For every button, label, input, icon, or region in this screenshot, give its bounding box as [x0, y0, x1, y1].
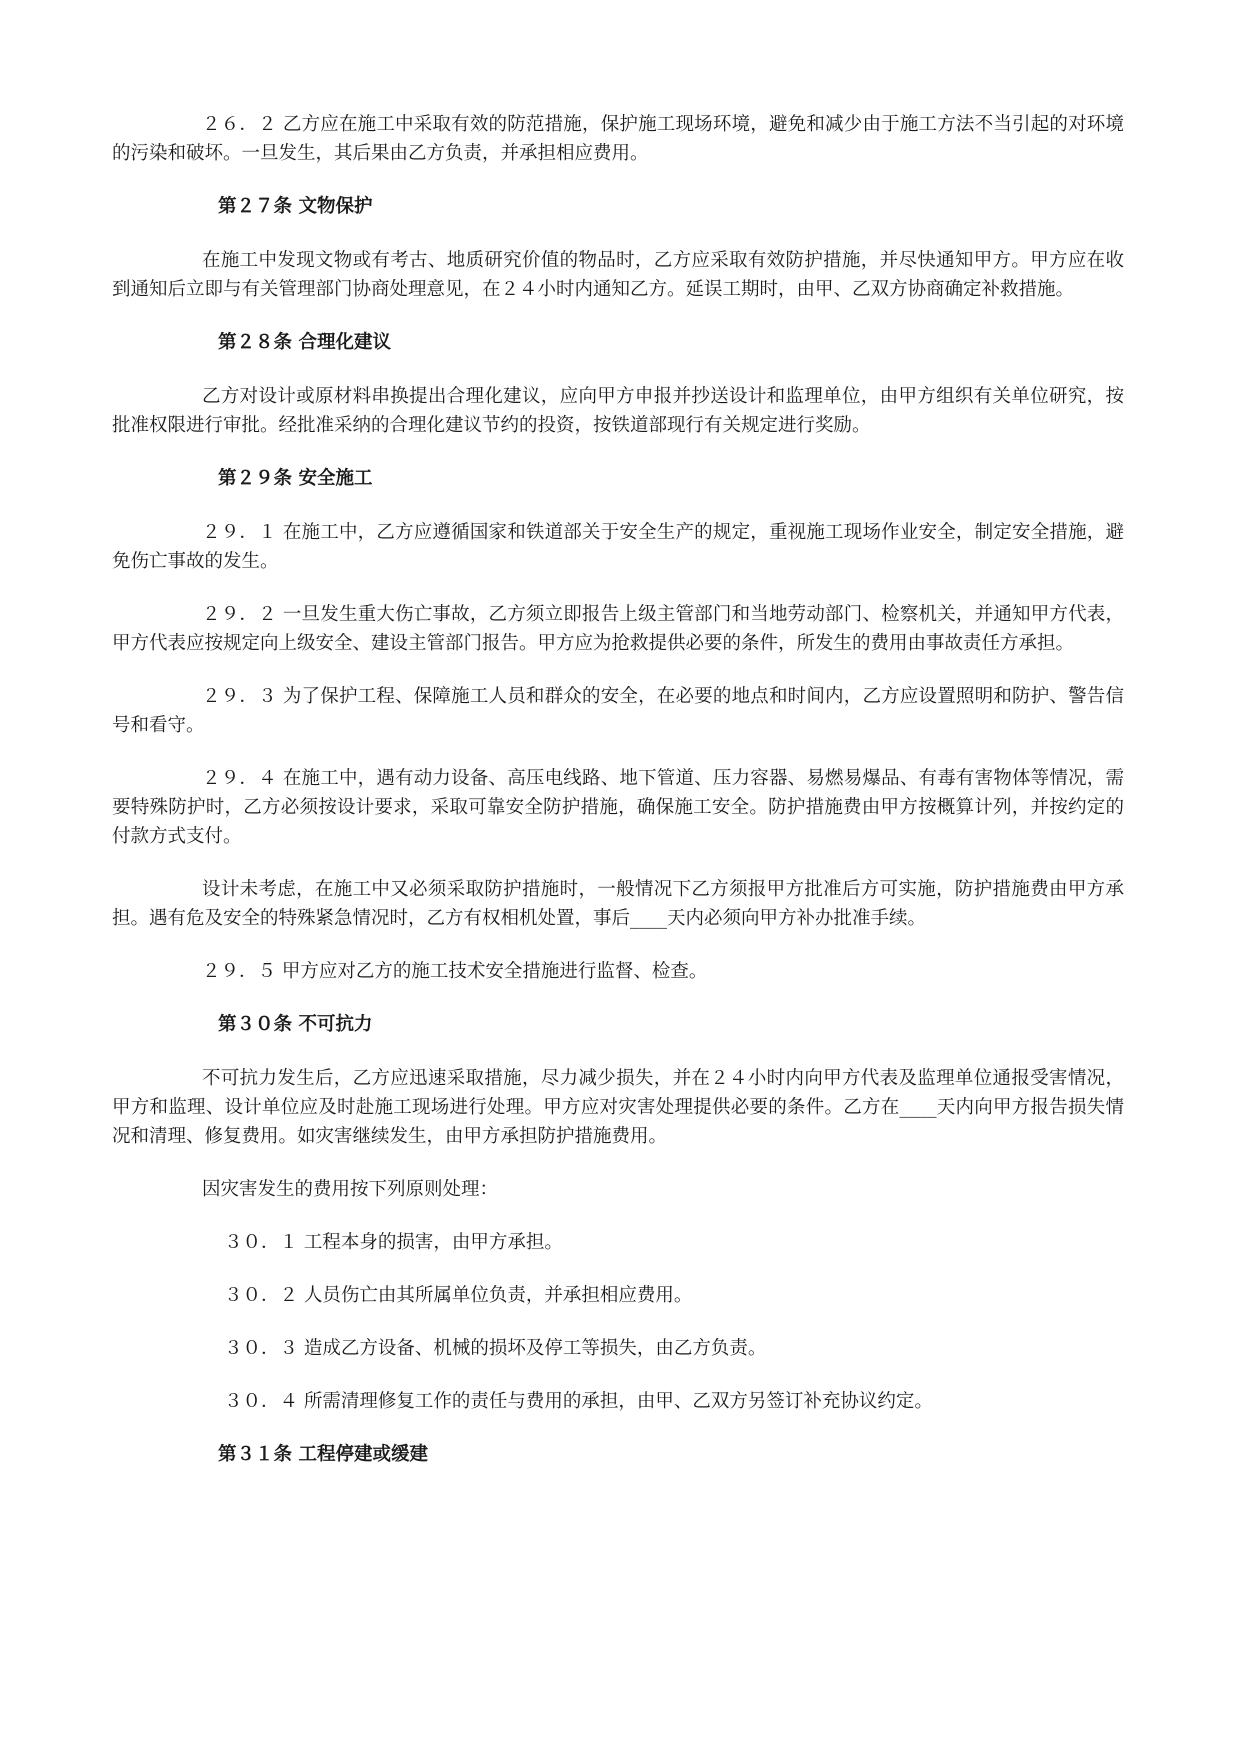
clause-29-5: ２９．５ 甲方应对乙方的施工技术安全措施进行监督、检查。: [202, 961, 708, 982]
document-page: [112, 110, 1124, 1469]
clause-29-4: ２９．４ 在施工中，遇有动力设备、高压电线路、地下管道、压力容器、易燃易爆品、有毒有害物体等情况，需要特殊防护时，乙方必须按设计要求，采取可靠安全防护措施，确保施工安全。防护措施费由甲方按概算计列，并按约定的付款方式支付。: [112, 768, 1124, 847]
clause-30-3: ３０．３ 造成乙方设备、机械的损坏及停工等损失，由乙方负责。: [224, 1338, 767, 1359]
clause-26-2: ２６．２ 乙方应在施工中采取有效的防范措施，保护施工现场环境，避免和减少由于施工方法不当引起的对环境的污染和破坏。一旦发生，其后果由乙方负责，并承担相应费用。: [112, 114, 1124, 164]
article-30-intro: 因灾害发生的费用按下列原则处理：: [202, 1179, 499, 1200]
clause-29-2: ２９．２ 一旦发生重大伤亡事故，乙方须立即报告上级主管部门和当地劳动部门、检察机关，并通知甲方代表，甲方代表应按规定向上级安全、建设主管部门报告。甲方应为抢救提供必要的条件，所发生的费用由事故责任方承担。: [112, 604, 1124, 654]
clause-29-4-supplement: 设计未考虑，在施工中又必须采取防护措施时，一般情况下乙方须报甲方批准后方可实施，防护措施费由甲方承担。遇有危及安全的特殊紧急情况时，乙方有权相机处置，事后____天内必须向甲方补办批准手续。: [112, 879, 1124, 929]
article-27-heading: 第２７条 文物保护: [218, 196, 373, 217]
article-29-heading: 第２９条 安全施工: [218, 468, 373, 489]
article-30-text: 不可抗力发生后，乙方应迅速采取措施，尽力减少损失，并在２４小时内向甲方代表及监理单位通报受害情况，甲方和监理、设计单位应及时赴施工现场进行处理。甲方应对灾害处理提供必要的条件。乙方在____天内向甲方报告损失情况和清理、修复费用。如灾害继续发生，由甲方承担防护措施费用。: [112, 1068, 1124, 1147]
clause-30-4: ３０．４ 所需清理修复工作的责任与费用的承担，由甲、乙双方另签订补充协议约定。: [224, 1391, 933, 1412]
article-28-heading: 第２８条 合理化建议: [218, 332, 391, 353]
article-28-text: 乙方对设计或原材料串换提出合理化建议，应向甲方申报并抄送设计和监理单位，由甲方组织有关单位研究，按批准权限进行审批。经批准采纳的合理化建议节约的投资，按铁道部现行有关规定进行奖励。: [112, 386, 1124, 436]
clause-30-1: ３０．１ 工程本身的损害，由甲方承担。: [224, 1232, 563, 1253]
clause-29-1: ２９．１ 在施工中，乙方应遵循国家和铁道部关于安全生产的规定，重视施工现场作业安全，制定安全措施，避免伤亡事故的发生。: [112, 522, 1124, 572]
article-30-heading: 第３０条 不可抗力: [218, 1014, 373, 1035]
article-31-heading: 第３１条 工程停建或缓建: [218, 1444, 428, 1465]
clause-30-2: ３０．２ 人员伤亡由其所属单位负责，并承担相应费用。: [224, 1285, 693, 1306]
article-27-text: 在施工中发现文物或有考古、地质研究价值的物品时，乙方应采取有效防护措施，并尽快通知甲方。甲方应在收到通知后立即与有关管理部门协商处理意见，在２４小时内通知乙方。延误工期时，由甲、乙双方协商确定补救措施。: [112, 250, 1124, 300]
clause-29-3: ２９．３ 为了保护工程、保障施工人员和群众的安全，在必要的地点和时间内，乙方应设置照明和防护、警告信号和看守。: [112, 686, 1124, 736]
